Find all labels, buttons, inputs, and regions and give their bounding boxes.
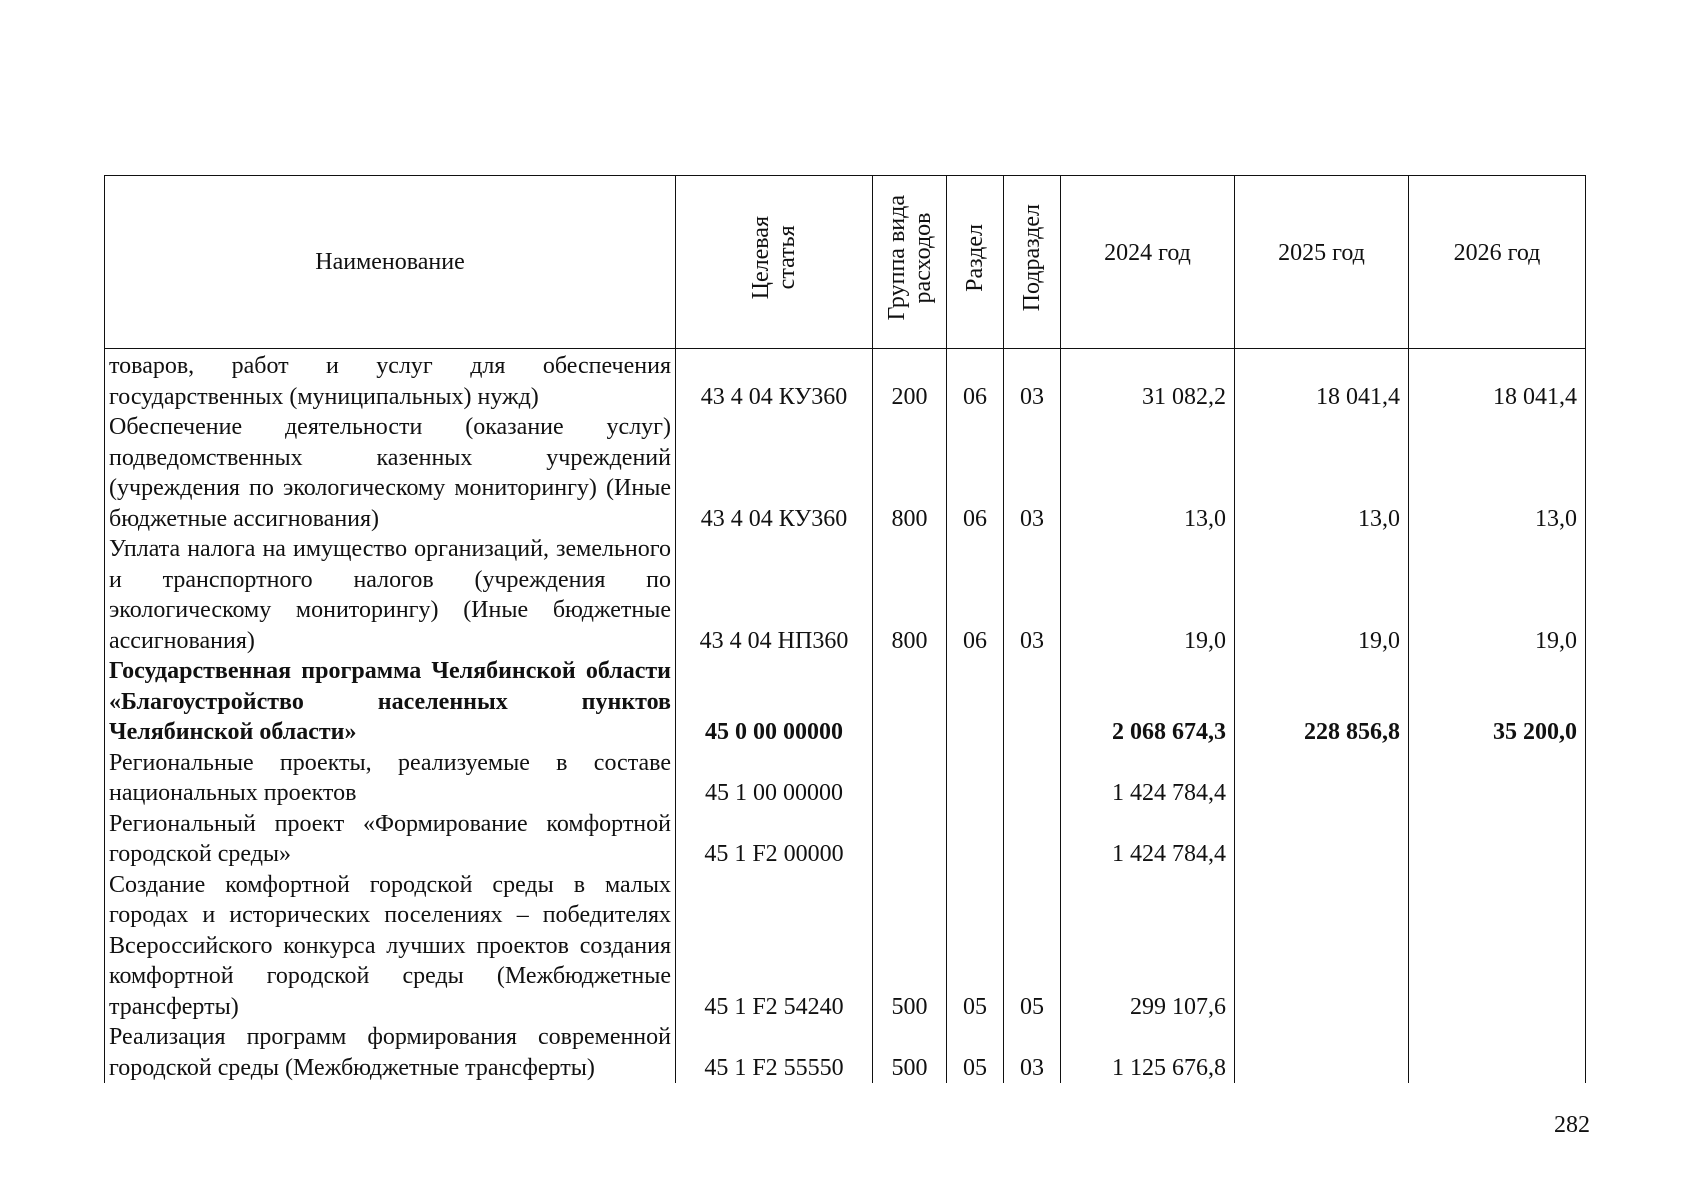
table-row xyxy=(105,1022,1586,1083)
row-subsection: 03 xyxy=(1004,349,1061,413)
table-row xyxy=(105,534,1586,656)
header-2026: 2026 год xyxy=(1409,176,1586,349)
row-amount-2024: 1 424 784,4 xyxy=(1061,809,1235,870)
header-subsection xyxy=(1004,176,1061,349)
row-target-article: 45 1 00 00000 xyxy=(676,748,873,809)
row-section: 05 xyxy=(947,870,1004,1023)
row-amount-2026: 18 041,4 xyxy=(1409,349,1586,413)
row-section: 06 xyxy=(947,534,1004,656)
row-target-article: 45 0 00 00000 xyxy=(676,656,873,748)
row-amount-2026 xyxy=(1409,809,1586,870)
row-amount-2026 xyxy=(1409,870,1586,1023)
row-name: Уплата налога на имущество организаций, земельного и транспортного налогов (учреждения по экологическому мониторингу) (Иные бюджетные ассигнования) xyxy=(105,534,676,656)
table-row xyxy=(105,349,1586,413)
table-row xyxy=(105,412,1586,534)
row-target-article: 43 4 04 КУ360 xyxy=(676,349,873,413)
row-amount-2025 xyxy=(1235,748,1409,809)
header-expense-group xyxy=(873,176,947,349)
row-amount-2026: 35 200,0 xyxy=(1409,656,1586,748)
row-amount-2024: 1 125 676,8 xyxy=(1061,1022,1235,1083)
row-name: Создание комфортной городской среды в малых городах и исторических поселениях – победителях Всероссийского конкурса лучших проектов создания комфортной городской среды (Межбюджетные трансферты) xyxy=(105,870,676,1023)
row-name: Обеспечение деятельности (оказание услуг) подведомственных казенных учреждений (учреждения по экологическому мониторингу) (Иные бюджетные ассигнования) xyxy=(105,412,676,534)
row-target-article: 45 1 F2 54240 xyxy=(676,870,873,1023)
row-amount-2024: 31 082,2 xyxy=(1061,349,1235,413)
table-header xyxy=(105,176,1586,349)
row-expense-group xyxy=(873,748,947,809)
row-amount-2025: 18 041,4 xyxy=(1235,349,1409,413)
header-2024: 2024 год xyxy=(1061,176,1235,349)
row-amount-2024: 2 068 674,3 xyxy=(1061,656,1235,748)
row-expense-group: 800 xyxy=(873,412,947,534)
row-expense-group: 200 xyxy=(873,349,947,413)
budget-table xyxy=(104,175,1586,1083)
row-amount-2026: 13,0 xyxy=(1409,412,1586,534)
page-number: 282 xyxy=(1554,1112,1590,1138)
row-name: Государственная программа Челябинской области «Благоустройство населенных пунктов Челябинской области» xyxy=(105,656,676,748)
header-section xyxy=(947,176,1004,349)
row-target-article: 43 4 04 НП360 xyxy=(676,534,873,656)
row-amount-2025 xyxy=(1235,809,1409,870)
row-target-article: 45 1 F2 55550 xyxy=(676,1022,873,1083)
row-subsection: 03 xyxy=(1004,412,1061,534)
row-amount-2025 xyxy=(1235,870,1409,1023)
table-row xyxy=(105,748,1586,809)
row-name: товаров, работ и услуг для обеспечения государственных (муниципальных) нужд) xyxy=(105,349,676,413)
header-target-article xyxy=(676,176,873,349)
table-row xyxy=(105,809,1586,870)
table-row xyxy=(105,870,1586,1023)
row-section xyxy=(947,656,1004,748)
row-amount-2026: 19,0 xyxy=(1409,534,1586,656)
row-amount-2026 xyxy=(1409,748,1586,809)
row-expense-group: 800 xyxy=(873,534,947,656)
row-subsection xyxy=(1004,748,1061,809)
row-amount-2025: 228 856,8 xyxy=(1235,656,1409,748)
header-target-article-label: Целевая статья xyxy=(748,216,800,300)
row-amount-2024: 299 107,6 xyxy=(1061,870,1235,1023)
header-expense-group-label: Группа вида расходов xyxy=(883,195,936,321)
row-expense-group: 500 xyxy=(873,870,947,1023)
header-section-label: Раздел xyxy=(962,223,988,292)
row-amount-2025: 19,0 xyxy=(1235,534,1409,656)
row-expense-group: 500 xyxy=(873,1022,947,1083)
table-row xyxy=(105,656,1586,748)
header-2025: 2025 год xyxy=(1235,176,1409,349)
row-section xyxy=(947,809,1004,870)
row-amount-2024: 19,0 xyxy=(1061,534,1235,656)
row-subsection: 03 xyxy=(1004,534,1061,656)
row-amount-2024: 1 424 784,4 xyxy=(1061,748,1235,809)
row-name: Региональные проекты, реализуемые в составе национальных проектов xyxy=(105,748,676,809)
header-subsection-label: Подраздел xyxy=(1019,204,1045,312)
row-section: 06 xyxy=(947,412,1004,534)
row-target-article: 43 4 04 КУ360 xyxy=(676,412,873,534)
table-body xyxy=(105,349,1586,1084)
row-section: 05 xyxy=(947,1022,1004,1083)
row-subsection xyxy=(1004,656,1061,748)
row-amount-2026 xyxy=(1409,1022,1586,1083)
row-amount-2024: 13,0 xyxy=(1061,412,1235,534)
row-section xyxy=(947,748,1004,809)
row-expense-group xyxy=(873,809,947,870)
row-amount-2025: 13,0 xyxy=(1235,412,1409,534)
row-subsection: 03 xyxy=(1004,1022,1061,1083)
row-target-article: 45 1 F2 00000 xyxy=(676,809,873,870)
row-name: Реализация программ формирования современной городской среды (Межбюджетные трансферты) xyxy=(105,1022,676,1083)
row-subsection: 05 xyxy=(1004,870,1061,1023)
row-name: Региональный проект «Формирование комфортной городской среды» xyxy=(105,809,676,870)
row-amount-2025 xyxy=(1235,1022,1409,1083)
header-name: Наименование xyxy=(105,176,676,349)
row-expense-group xyxy=(873,656,947,748)
row-section: 06 xyxy=(947,349,1004,413)
row-subsection xyxy=(1004,809,1061,870)
